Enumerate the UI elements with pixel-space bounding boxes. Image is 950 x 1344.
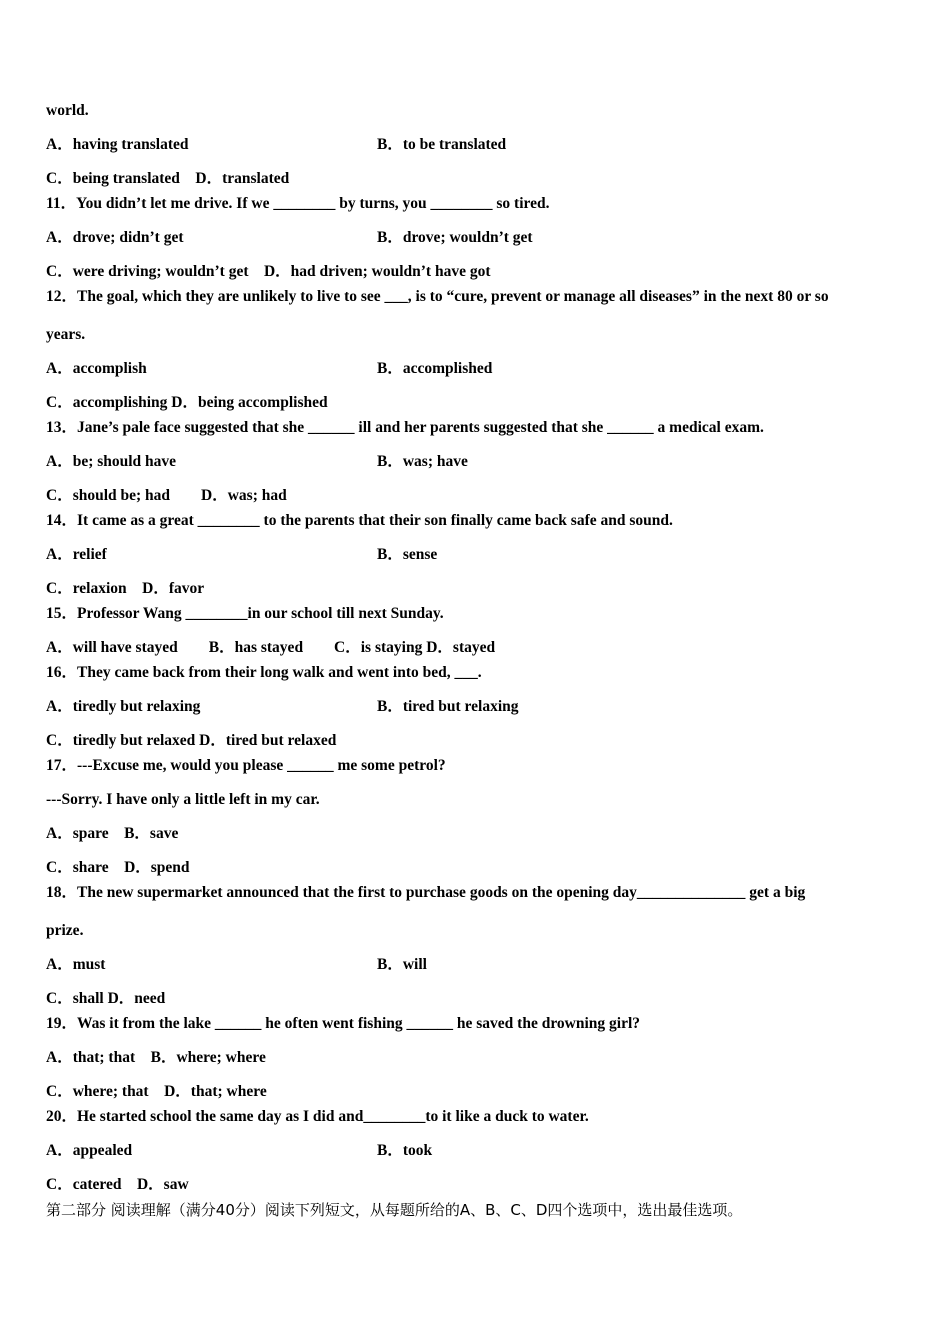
question-20-options-cd: C．catered D．saw xyxy=(46,1176,189,1193)
question-12-options-ab xyxy=(46,359,493,379)
option-a: A．having translated xyxy=(46,136,189,153)
question-11-options-ab xyxy=(46,228,533,248)
question-10-options-ab xyxy=(46,135,507,155)
question-20-stem: 20．He started school the same day as I did and________to it like a duck to water. xyxy=(46,1108,589,1125)
question-17-stem: 17．---Excuse me, would you please ______ me some petrol? xyxy=(46,757,446,774)
option-b: B．drove; wouldn’t get xyxy=(377,229,533,246)
question-13-stem: 13．Jane’s pale face suggested that she ______ ill and her parents suggested that she ______ a medical exam. xyxy=(46,419,764,436)
option-b: B．will xyxy=(377,956,427,973)
question-14-options-ab xyxy=(46,545,438,565)
question-10-stem-end: world. xyxy=(46,102,89,119)
question-17-options-cd: C．share D．spend xyxy=(46,859,190,876)
question-13-options-ab xyxy=(46,452,468,472)
question-14-options-cd: C．relaxion D．favor xyxy=(46,580,205,597)
option-a: A．drove; didn’t get xyxy=(46,229,184,246)
question-19-stem: 19．Was it from the lake ______ he often went fishing ______ he saved the drowning girl? xyxy=(46,1015,641,1032)
question-11-options-cd: C．were driving; wouldn’t get D．had driven; wouldn’t have got xyxy=(46,263,491,280)
question-16-options-cd: C．tiredly but relaxed D．tired but relaxed xyxy=(46,732,337,749)
question-16-options-ab xyxy=(46,697,519,717)
option-b: B．tired but relaxing xyxy=(377,698,519,715)
question-14-stem: 14．It came as a great ________ to the parents that their son finally came back safe and sound. xyxy=(46,512,673,529)
question-17-options-ab: A．spare B．save xyxy=(46,825,179,842)
question-19-options-cd: C．where; that D．that; where xyxy=(46,1083,267,1100)
option-b: B．to be translated xyxy=(377,136,507,153)
question-12-stem: 12．The goal, which they are unlikely to live to see ___, is to “cure, prevent or manage all diseases” in the next 80 or so xyxy=(46,288,829,305)
option-a: A．accomplish xyxy=(46,360,147,377)
question-15-stem: 15．Professor Wang ________in our school till next Sunday. xyxy=(46,605,444,622)
question-15-options: A．will have stayed B．has stayed C．is staying D．stayed xyxy=(46,639,496,656)
option-a: A．appealed xyxy=(46,1142,133,1159)
question-11-stem: 11．You didn’t let me drive. If we ________ by turns, you ________ so tired. xyxy=(46,195,550,212)
question-17-stem-cont: ---Sorry. I have only a little left in my car. xyxy=(46,791,320,808)
question-12-stem-cont: years. xyxy=(46,326,86,343)
option-b: B．accomplished xyxy=(377,360,493,377)
question-16-stem: 16．They came back from their long walk and went into bed, ___. xyxy=(46,664,482,681)
option-a: A．tiredly but relaxing xyxy=(46,698,201,715)
question-18-stem-cont: prize. xyxy=(46,922,84,939)
question-10-options-cd: C．being translated D．translated xyxy=(46,170,290,187)
option-b: B．sense xyxy=(377,546,438,563)
question-13-options-cd: C．should be; had D．was; had xyxy=(46,487,287,504)
option-b: B．was; have xyxy=(377,453,468,470)
option-b: B．took xyxy=(377,1142,433,1159)
question-12-options-cd: C．accomplishing D．being accomplished xyxy=(46,394,328,411)
question-18-options-cd: C．shall D．need xyxy=(46,990,166,1007)
question-20-options-ab xyxy=(46,1141,433,1161)
question-19-options-ab: A．that; that B．where; where xyxy=(46,1049,266,1066)
option-a: A．be; should have xyxy=(46,453,177,470)
option-a: A．must xyxy=(46,956,106,973)
option-a: A．relief xyxy=(46,546,107,563)
question-18-stem: 18．The new supermarket announced that the first to purchase goods on the opening day______________ get a big xyxy=(46,884,806,901)
question-18-options-ab xyxy=(46,955,427,975)
section-heading: 第二部分 阅读理解（满分40分）阅读下列短文，从每题所给的A、B、C、D四个选项中，选出最佳选项。 xyxy=(46,1201,743,1219)
